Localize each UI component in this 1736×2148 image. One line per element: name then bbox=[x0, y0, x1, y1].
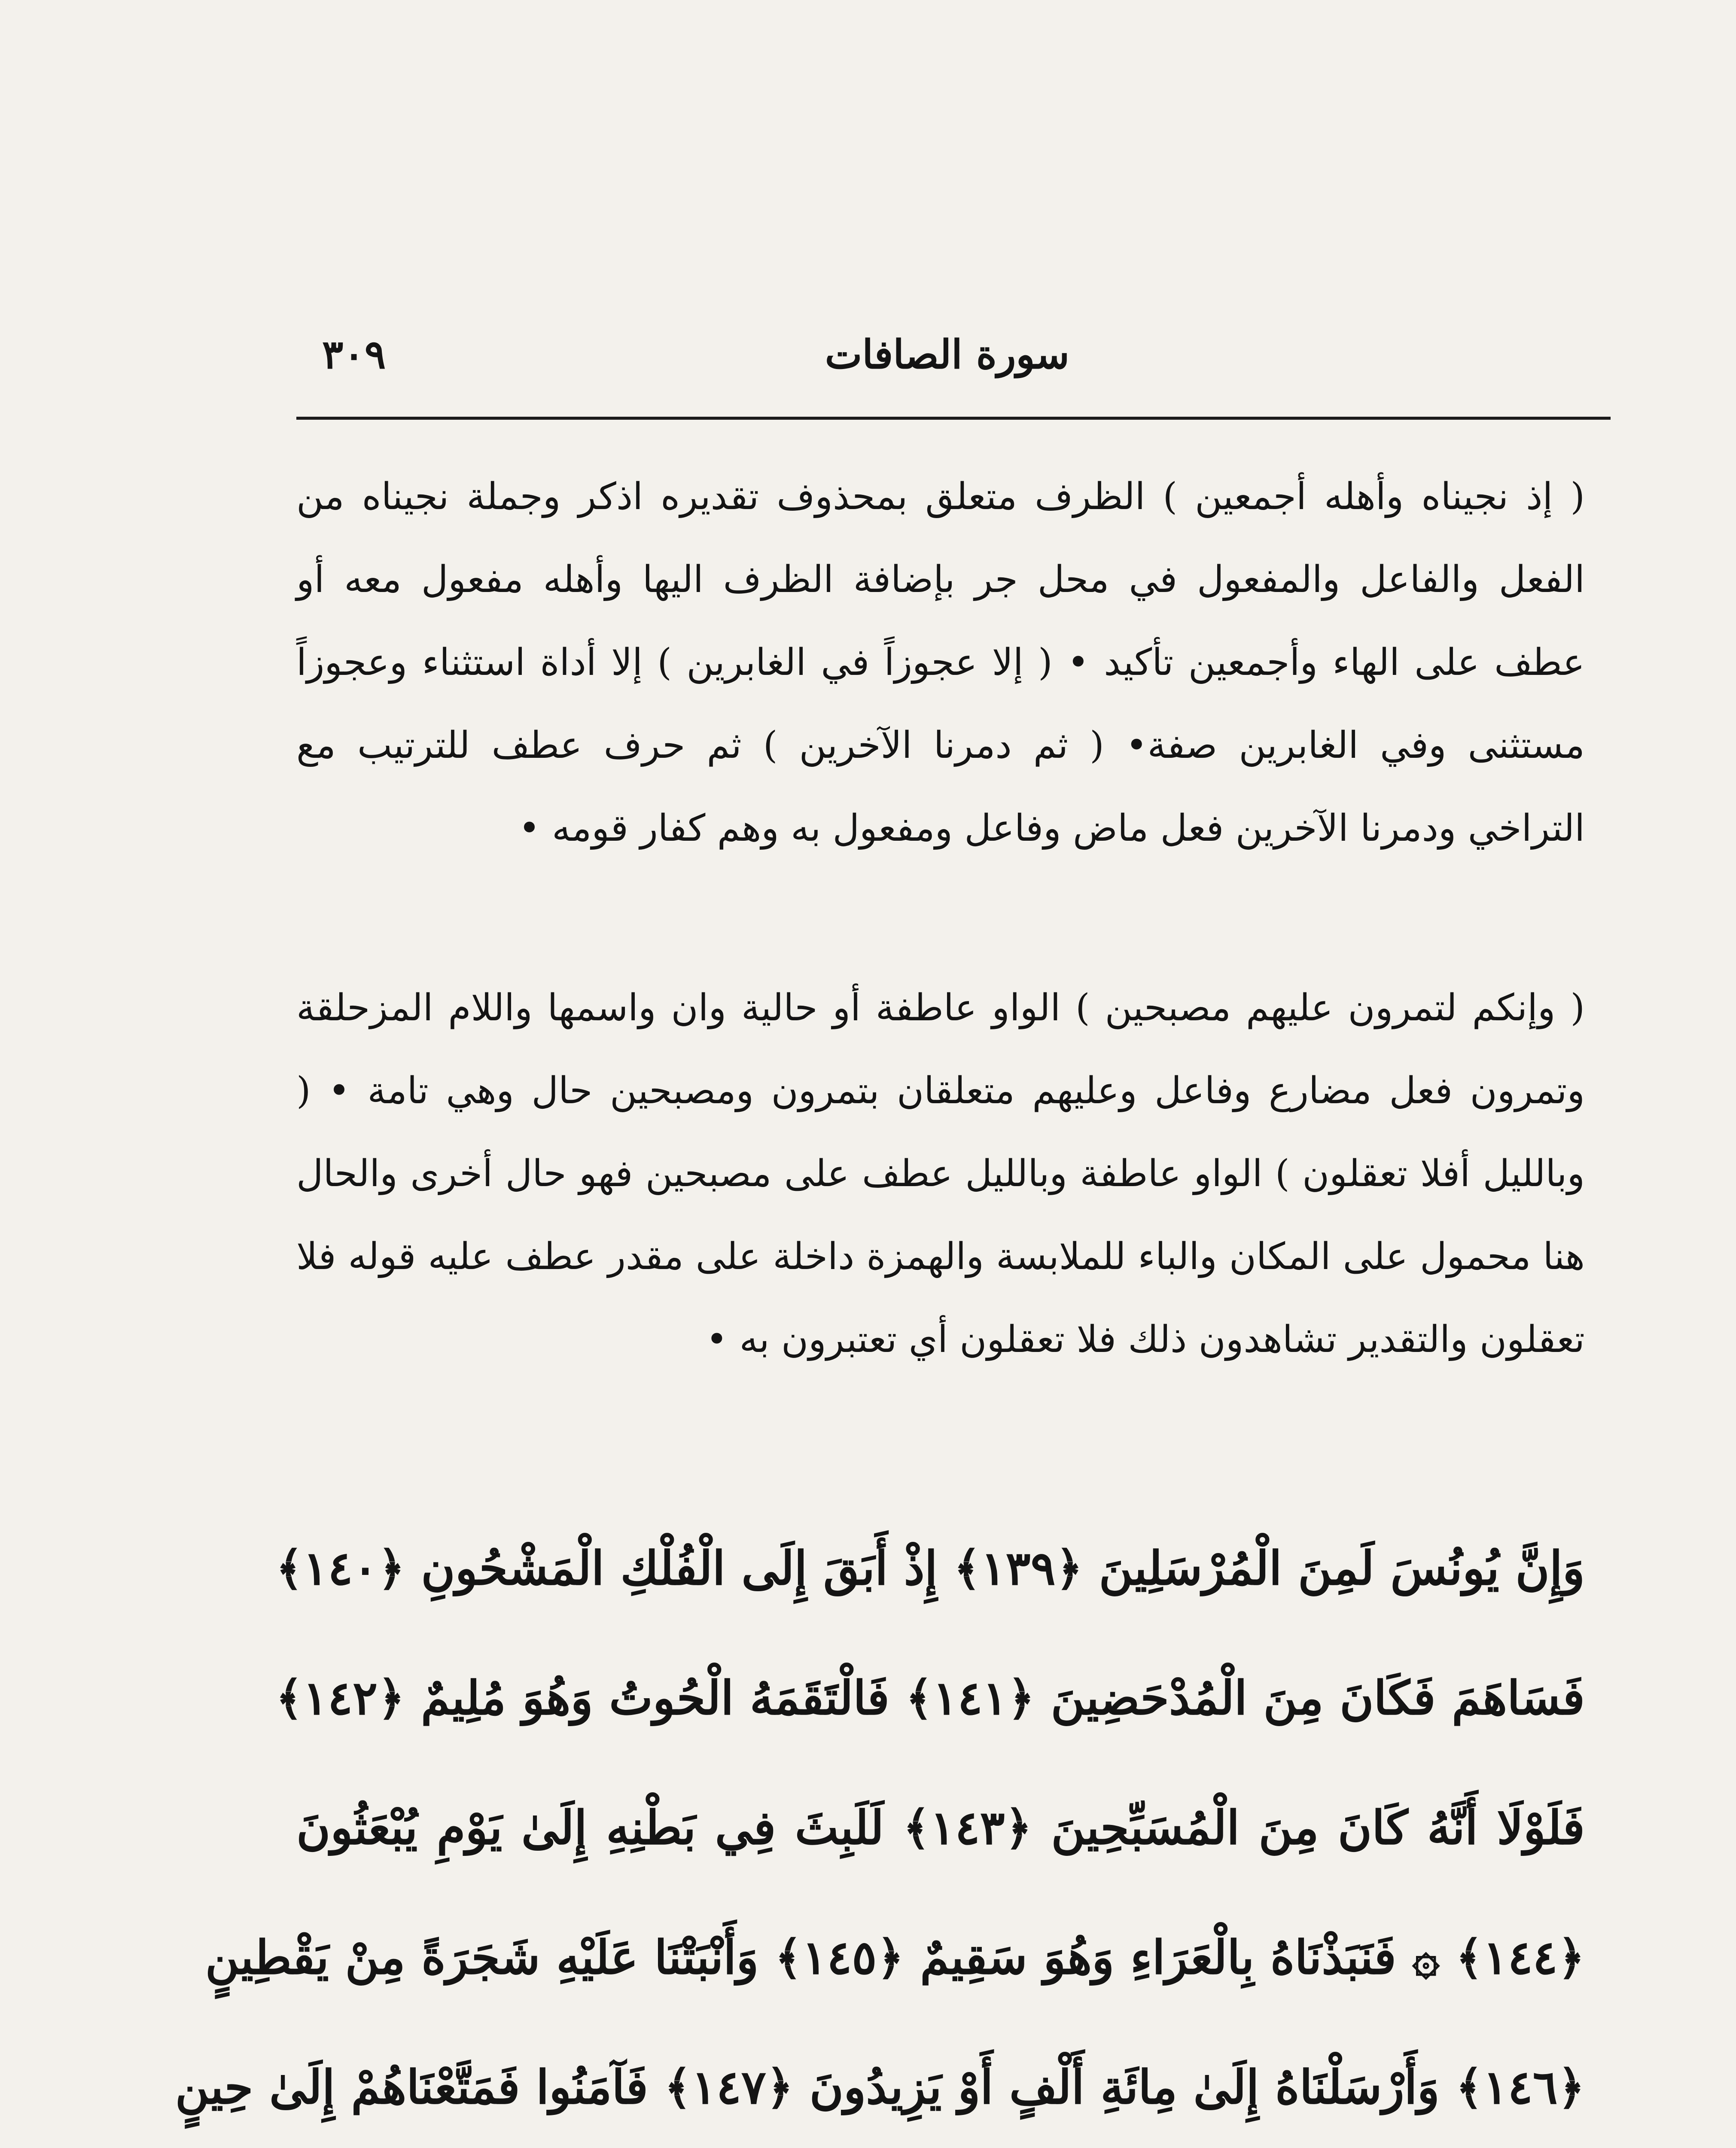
verse-line: ﴿١٤٤﴾ ۞ فَنَبَذْنَاهُ بِالْعَرَاءِ وَهُوَ سَقِيمٌ ﴿١٤٥﴾ وَأَنْبَتْنَا عَلَيْهِ شَجَرَةً مِنْ يَقْطِينٍ bbox=[205, 1931, 1585, 1985]
commentary-paragraph: ( إذ نجيناه وأهله أجمعين ) الظرف متعلق بمحذوف تقديره اذكر وجملة نجيناه من الفعل والفاعل والمفعول في محل جر بإضافة الظرف اليها وأهله مفعول معه أو عطف على الهاء وأجمعين تأكيد • ( إلا عجوزاً في الغابرين ) إلا أداة استثناء وعجوزاً مستثنى وفي الغابرين صفة• ( ثم دمرنا الآخرين ) ثم حرف عطف للترتيب مع التراخي ودمرنا الآخرين فعل ماض وفاعل ومفعول به وهم كفار قومه • bbox=[296, 475, 1585, 850]
verse-line: ﴿١٤٦﴾ وَأَرْسَلْنَاهُ إِلَىٰ مِائَةِ أَلْفٍ أَوْ يَزِيدُونَ ﴿١٤٧﴾ فَآمَنُوا فَمَتَّعْنَاهُمْ إِلَىٰ حِينٍ bbox=[175, 2060, 1585, 2114]
verse-line: فَلَوْلَا أَنَّهُ كَانَ مِنَ الْمُسَبِّحِينَ ﴿١٤٣﴾ لَلَبِثَ فِي بَطْنِهِ إِلَىٰ يَوْمِ يُبْعَثُونَ bbox=[296, 1801, 1585, 1855]
verse-line: فَسَاهَمَ فَكَانَ مِنَ الْمُدْحَضِينَ ﴿١٤١﴾ فَالْتَقَمَهُ الْحُوتُ وَهُوَ مُلِيمٌ ﴿١٤٢﴾ bbox=[275, 1671, 1585, 1725]
header-divider bbox=[296, 417, 1611, 420]
page-number: ٣٠٩ bbox=[322, 331, 386, 378]
commentary-paragraph: ( وإنكم لتمرون عليهم مصبحين ) الواو عاطفة أو حالية وان واسمها واللام المزحلقة وتمرون فعل مضارع وفاعل وعليهم متعلقان بتمرون ومصبحين حال وهي تامة • ( وبالليل أفلا تعقلون ) الواو عاطفة وبالليل عطف على مصبحين فهو حال أخرى والحال هنا محمول على المكان والباء للملابسة والهمزة داخلة على مقدر عطف عليه قوله فلا تعقلون والتقدير تشاهدون ذلك فلا تعقلون أي تعتبرون به • bbox=[296, 986, 1585, 1361]
verse-line: وَإِنَّ يُونُسَ لَمِنَ الْمُرْسَلِينَ ﴿١٣٩﴾ إِذْ أَبَقَ إِلَى الْفُلْكِ الْمَشْحُونِ ﴿١٤٠﴾ bbox=[276, 1541, 1585, 1596]
quran-verses-block bbox=[175, 1504, 1585, 2148]
running-header bbox=[296, 311, 1585, 397]
surah-title: سورة الصافات bbox=[825, 331, 1069, 378]
